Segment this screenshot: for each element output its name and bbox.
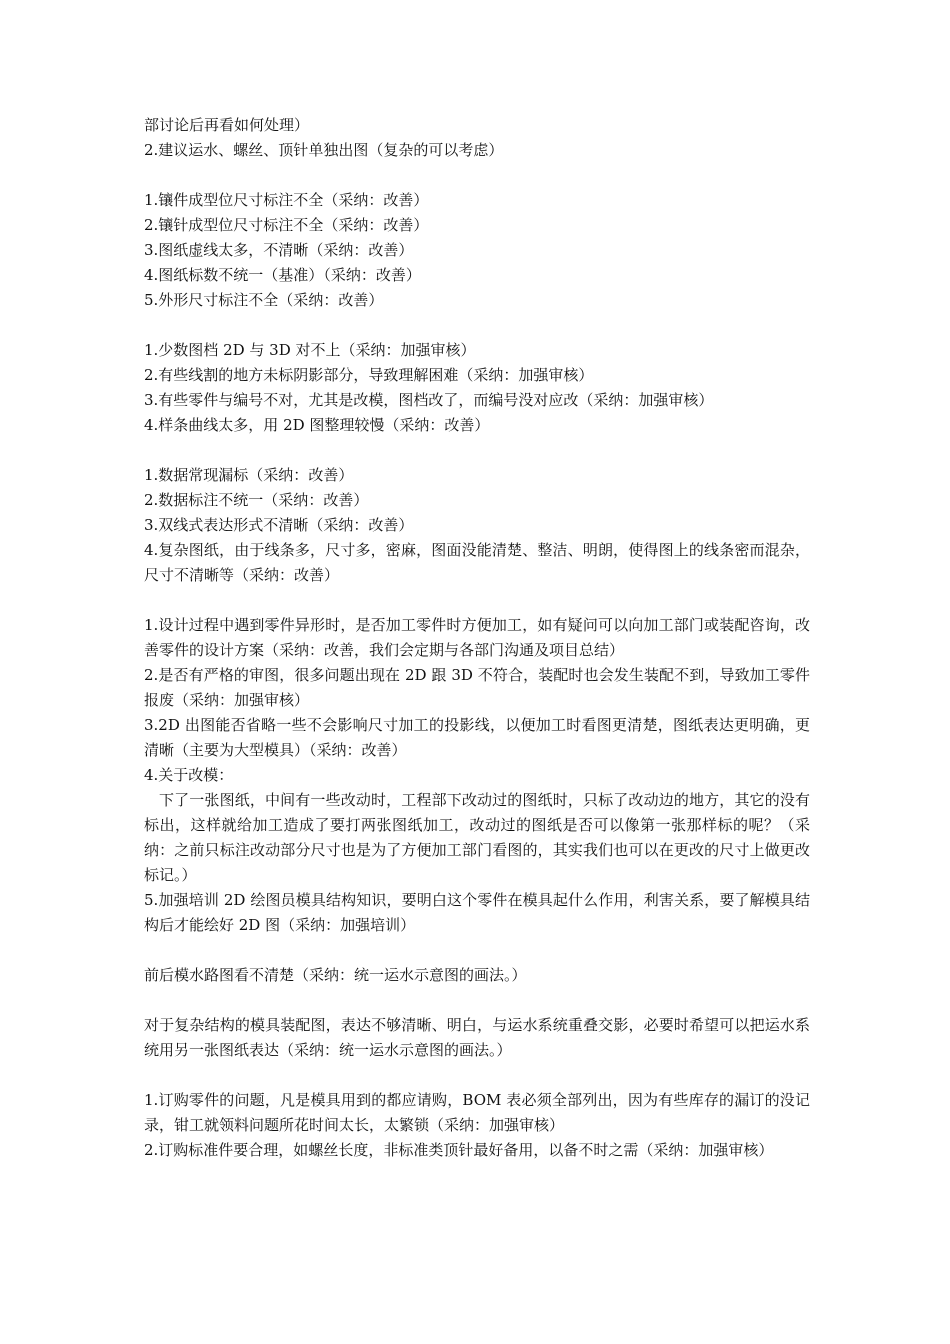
list-item: 2.订购标准件要合理，如螺丝长度，非标准类顶针最好备用，以备不时之需（采纳：加强审核） [144,1141,774,1159]
list-item: 3.图纸虚线太多，不清晰（采纳：改善） [144,241,414,259]
paragraph-gap [144,438,810,463]
list-item: 1.数据常现漏标（采纳：改善） [144,466,354,484]
body-paragraph: 前后模水路图看不清楚（采纳：统一运水示意图的画法。） [144,966,527,984]
list-item: 3.双线式表达形式不清晰（采纳：改善） [144,516,414,534]
list-item: 1.设计过程中遇到零件异形时，是否加工零件时方便加工，如有疑问可以向加工部门或装配咨询，改善零件的设计方案（采纳：改善，我们会定期与各部门沟通及项目总结） [144,616,810,659]
paragraph-gap [144,313,810,338]
paragraph-gap [144,1063,810,1088]
text-block [144,963,810,988]
paragraph-gap [144,163,810,188]
body-paragraph: 下了一张图纸，中间有一些改动时，工程部下改动过的图纸时，只标了改动边的地方，其它的没有标出，这样就给加工造成了要打两张图纸加工，改动过的图纸是否可以像第一张那样标的呢？（采纳：之前只标注改动部分尺寸也是为了方便加工部门看图的，其实我们也可以在更改的尺寸上做更改标记。） [144,791,810,884]
list-item: 2.数据标注不统一（采纳：改善） [144,491,369,509]
text-block [144,338,810,438]
list-item: 4.图纸标数不统一（基准）（采纳：改善） [144,266,421,284]
list-item: 1.订购零件的问题，凡是模具用到的都应请购，BOM 表必须全部列出，因为有些库存的漏订的没记录，钳工就领料问题所花时间太长，太繁锁（采纳：加强审核） [144,1091,810,1134]
document-body [144,113,810,1163]
text-block [144,463,810,588]
text-block [144,113,810,163]
text-line: 2.建议运水、螺丝、顶针单独出图（复杂的可以考虑） [144,141,504,159]
list-item: 2.是否有严格的审图，很多问题出现在 2D 跟 3D 不符合，装配时也会发生装配不到，导致加工零件报废（采纳：加强审核） [144,666,810,709]
text-block [144,188,810,313]
body-paragraph: 对于复杂结构的模具装配图，表达不够清晰、明白，与运水系统重叠交影，必要时希望可以把运水系统用另一张图纸表达（采纳：统一运水示意图的画法。） [144,1016,810,1059]
list-item: 3.有些零件与编号不对，尤其是改模，图档改了，而编号没对应改（采纳：加强审核） [144,391,714,409]
paragraph-gap [144,988,810,1013]
list-item: 1.少数图档 2D 与 3D 对不上（采纳：加强审核） [144,341,476,359]
text-block [144,613,810,938]
list-item: 4.样条曲线太多，用 2D 图整理较慢（采纳：改善） [144,416,490,434]
paragraph-gap [144,938,810,963]
list-item: 3.2D 出图能否省略一些不会影响尺寸加工的投影线，以便加工时看图更清楚，图纸表达更明确，更清晰（主要为大型模具）（采纳：改善） [144,716,810,759]
paragraph-gap [144,588,810,613]
text-block [144,1013,810,1063]
text-line: 部讨论后再看如何处理） [144,116,310,134]
text-block [144,1088,810,1163]
list-item: 4.复杂图纸，由于线条多，尺寸多，密麻，图面没能清楚、整洁、明朗，使得图上的线条密而混杂，尺寸不清晰等（采纳：改善） [144,541,810,584]
list-item: 2.镶针成型位尺寸标注不全（采纳：改善） [144,216,429,234]
list-item: 1.镶件成型位尺寸标注不全（采纳：改善） [144,191,429,209]
list-item: 5.加强培训 2D 绘图员模具结构知识，要明白这个零件在模具起什么作用，利害关系，要了解模具结构后才能绘好 2D 图（采纳：加强培训） [144,891,810,934]
list-item: 4.关于改模： [144,766,234,784]
list-item: 5.外形尺寸标注不全（采纳：改善） [144,291,384,309]
list-item: 2.有些线割的地方未标阴影部分，导致理解困难（采纳：加强审核） [144,366,594,384]
